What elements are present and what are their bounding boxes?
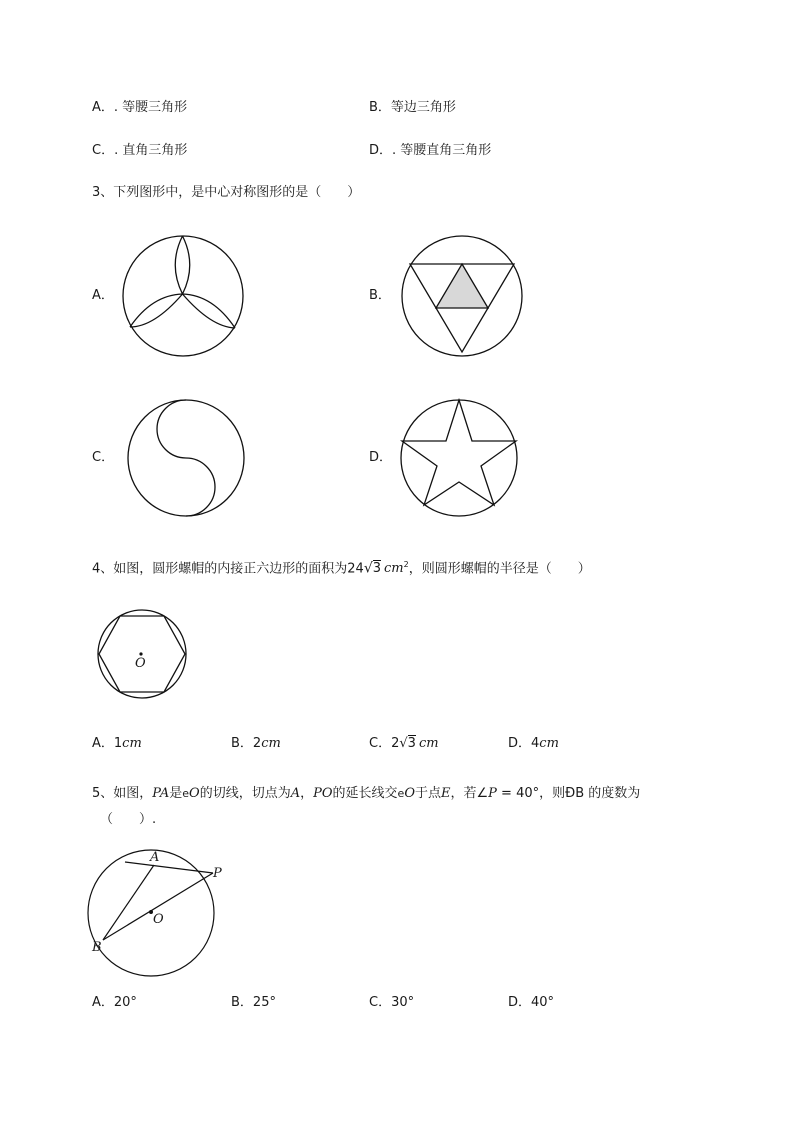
q5-stem-3: 的切线，切点为 [199,786,291,801]
q4-option-d-unit: cm [539,736,559,751]
q4-stem-before: 4、如图，圆形螺帽的内接正六边形的面积为24 [92,561,364,577]
q3-label-d: D． [369,450,393,465]
q4-option-c-sqrt: √ [399,736,408,751]
q4-option-c-unit: cm [418,736,439,751]
q5-po: PO [313,786,333,801]
q3-label-a: A． [92,288,114,303]
q5-stem-7: ，若∠ [450,786,489,801]
q5-stem-line2: （ ）. [100,812,157,827]
q3-figure-a [120,232,246,360]
q4-center-label: O [135,656,146,671]
q4-option-a-value: A．1 [92,736,123,751]
q4-sqrt: √ [363,560,373,577]
q3-figure-b [400,234,524,358]
q4-option-d-value: D．4 [508,736,540,751]
q4-unit-sup: 2 [403,560,409,569]
q5-stem-5: 的延长线交 [332,786,398,801]
q4-option-c [369,736,439,752]
q2-option-a: A．. 等腰三角形 [92,100,188,115]
q5-option-a: A．20° [92,995,137,1010]
q5-figure [92,850,232,970]
q5-label-b: B [92,940,102,955]
q4-figure [96,608,188,700]
q4-option-c-radicand: 3 [407,736,416,751]
q2-option-c: C．. 直角三角形 [92,143,188,158]
q2-option-b: B．等边三角形 [369,100,456,115]
q5-stem-4: ， [300,786,314,801]
q5-o1: O [189,786,200,801]
q4-option-d [508,736,559,752]
q2-option-d: D．. 等腰直角三角形 [369,143,492,158]
q5-stem-2: 是 [169,786,183,801]
q5-stem [92,786,640,802]
q3-figure-d [399,398,519,518]
q5-stem-1: 5、如图， [92,786,153,801]
q4-radicand: 3 [372,561,382,577]
q4-unit: cm [384,561,404,577]
q5-option-b: B．25° [231,995,276,1010]
q5-circle-symbol-2: e [397,787,405,800]
q5-stem-8: = 40°，则ÐB 的度数为 [496,786,641,801]
q3-figure-c [126,398,246,518]
q5-o2: O [404,786,415,801]
q5-option-d: D．40° [508,995,555,1010]
q4-stem [92,557,591,577]
q3-label-b: B． [369,288,391,303]
q5-pa: PA [152,786,170,801]
q5-circle-symbol: e [182,787,190,800]
q4-option-b-unit: cm [261,736,281,751]
q5-stem-6: 于点 [415,786,442,801]
q5-point-a: A [290,786,301,801]
q5-label-a: A [150,850,160,865]
q4-option-a-unit: cm [122,736,142,751]
q5-point-p: P [488,786,497,801]
q4-option-c-value: C．2 [369,736,400,751]
q4-option-b [231,736,281,752]
q5-label-p: P [213,866,222,881]
q3-stem: 3、下列图形中，是中心对称图形的是（ ） [92,185,361,200]
q4-option-b-value: B．2 [231,736,262,751]
q5-label-o: O [153,912,164,927]
q3-label-c: C． [92,450,115,465]
q5-point-e: E [441,786,451,801]
q5-option-c: C．30° [369,995,415,1010]
q4-option-a [92,736,142,752]
q4-stem-after: ，则圆形螺帽的半径是（ ） [408,561,591,577]
